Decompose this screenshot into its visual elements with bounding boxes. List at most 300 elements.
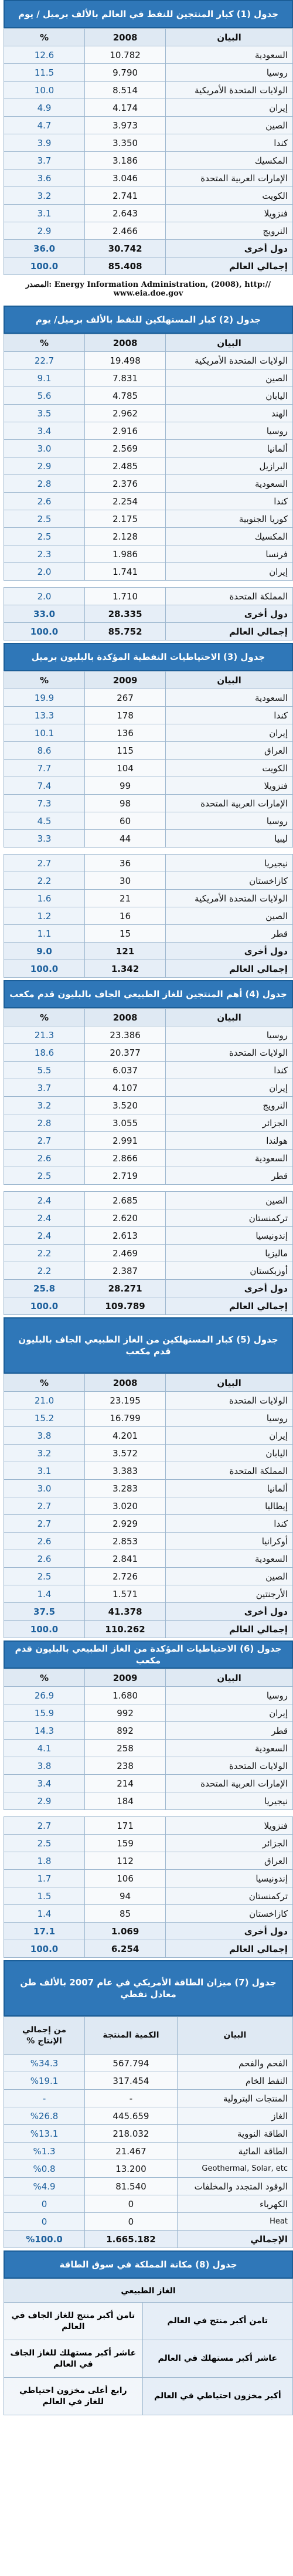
table-row — [4, 760, 293, 777]
row-label: الهند — [166, 405, 293, 422]
row-label: دول أخرى — [166, 1923, 293, 1940]
row-value: 3.055 — [85, 1114, 166, 1132]
row-percent: 3.0 — [4, 440, 85, 457]
table-row — [4, 1568, 293, 1585]
table-section-5 — [4, 1317, 293, 1638]
row-value: 258 — [85, 1740, 166, 1757]
table-row — [4, 510, 293, 528]
row-value: 136 — [85, 724, 166, 742]
row-percent: 3.1 — [4, 1462, 85, 1480]
source-note: المصدر: Energy Information Administration, (2008), http:// www.eia.doe.gov — [4, 275, 293, 303]
row-value: 121 — [85, 943, 166, 960]
row-percent: 1.5 — [4, 1887, 85, 1905]
row-percent: 37.5 — [4, 1603, 85, 1621]
row-percent: 3.3 — [4, 830, 85, 848]
row-label: إيران — [166, 563, 293, 581]
row-value: 2.991 — [85, 1132, 166, 1150]
row-value: 104 — [85, 760, 166, 777]
row-spacer — [4, 848, 293, 855]
table-row — [4, 2213, 293, 2231]
row-value: 9.790 — [85, 64, 166, 82]
table-row — [4, 2195, 293, 2213]
row-label: كندا — [166, 1062, 293, 1079]
table-row — [4, 1550, 293, 1568]
row-value: 2.726 — [85, 1568, 166, 1585]
table-row — [4, 46, 293, 64]
table-row — [4, 830, 293, 848]
table-row — [4, 2231, 293, 2248]
row-label: دول أخرى — [166, 943, 293, 960]
row-percent: 1.2 — [4, 907, 85, 925]
table-row — [4, 1887, 293, 1905]
row-label: فنزويلا — [166, 205, 293, 222]
row-value: 3.046 — [85, 170, 166, 187]
table-row — [4, 943, 293, 960]
row-label: الصين — [166, 1568, 293, 1585]
row-value: 1.986 — [85, 545, 166, 563]
table-row — [4, 855, 293, 872]
row-quantity: 81.540 — [85, 2178, 178, 2195]
row-label: الكويت — [166, 187, 293, 205]
data-table — [4, 671, 293, 978]
row-percent: 36.0 — [4, 240, 85, 257]
table-row — [4, 1097, 293, 1114]
row-value: 85 — [85, 1905, 166, 1923]
table-row — [4, 1280, 293, 1297]
row-value: 2.387 — [85, 1262, 166, 1280]
row-value: 4.174 — [85, 99, 166, 117]
table-row — [4, 475, 293, 493]
row-label: إجمالي العالم — [166, 1621, 293, 1638]
row-value: 60 — [85, 812, 166, 830]
row-percent: 7.3 — [4, 795, 85, 812]
row-value: 6.254 — [85, 1940, 166, 1958]
row-percent: %26.8 — [4, 2107, 85, 2125]
table-row — [4, 64, 293, 82]
row-label: الصين — [166, 907, 293, 925]
table-row — [4, 545, 293, 563]
column-header: 2009 — [85, 672, 166, 689]
table-title: جدول (1) كبار المنتجين للنفط في العالم بالألف برميل / يوم — [4, 0, 293, 28]
row-label: نيجيريا — [166, 855, 293, 872]
row-quantity: 0 — [85, 2213, 178, 2231]
row-percent: 1.1 — [4, 925, 85, 943]
table-row — [4, 257, 293, 275]
row-label: ليبيا — [166, 830, 293, 848]
row-value: 2.719 — [85, 1167, 166, 1185]
table-row — [4, 907, 293, 925]
row-value: 3.020 — [85, 1497, 166, 1515]
row-label: الولايات المتحدة — [166, 1757, 293, 1775]
row-label: الفحم والفحم — [177, 2055, 292, 2072]
column-header: البيان — [166, 1669, 293, 1687]
row-value: 2.466 — [85, 222, 166, 240]
row-label: الولايات المتحدة الأمريكية — [166, 352, 293, 370]
table-row — [4, 960, 293, 978]
row-percent: 2.5 — [4, 528, 85, 545]
row-label: المنتجات البترولية — [177, 2090, 292, 2107]
row-label: المملكة المتحدة — [166, 588, 293, 605]
row-percent: 11.5 — [4, 64, 85, 82]
row-value: 178 — [85, 707, 166, 724]
row-percent: 100.0 — [4, 257, 85, 275]
table-row — [4, 795, 293, 812]
table-row — [4, 2090, 293, 2107]
row-value: 3.572 — [85, 1445, 166, 1462]
row-label: كندا — [166, 1515, 293, 1533]
row-percent: 14.3 — [4, 1722, 85, 1740]
column-header: % — [4, 1009, 85, 1026]
row-value: 3.283 — [85, 1480, 166, 1497]
row-percent: 10.1 — [4, 724, 85, 742]
row-label: الإجمالي — [177, 2231, 292, 2248]
row-label: السعودية — [166, 475, 293, 493]
column-header: % — [4, 1669, 85, 1687]
table-title: جدول (8) مكانة المملكة في سوق الطاقة — [4, 2250, 293, 2279]
row-percent: 2.4 — [4, 1192, 85, 1209]
table-row — [4, 2107, 293, 2125]
row-percent: 100.0 — [4, 1297, 85, 1315]
row-value: 1.342 — [85, 960, 166, 978]
table-row — [4, 352, 293, 370]
row-percent: 3.2 — [4, 187, 85, 205]
table-row — [4, 2303, 293, 2340]
table-title: جدول (5) كبار المستهلكين من الغاز الطبيعي الجاف بالبليون قدم مكعب — [4, 1317, 293, 1374]
row-label: العراق — [166, 742, 293, 760]
row-percent: 5.5 — [4, 1062, 85, 1079]
row-percent: 10.0 — [4, 82, 85, 99]
row-value: 2.620 — [85, 1209, 166, 1227]
row-value: 112 — [85, 1852, 166, 1870]
column-header: 2008 — [85, 29, 166, 46]
table-row — [4, 493, 293, 510]
table-row — [4, 2143, 293, 2160]
table-row — [4, 422, 293, 440]
header-row — [4, 2017, 293, 2055]
row-label: الإمارات العربية المتحدة — [166, 795, 293, 812]
row-percent: 9.1 — [4, 370, 85, 387]
table-title: جدول (2) كبار المستهلكين للنفط بالألف برميل/ يوم — [4, 306, 293, 334]
row-percent: 19.9 — [4, 689, 85, 707]
column-header: البيان — [166, 1009, 293, 1026]
column-header: البيان — [177, 2017, 292, 2055]
row-label: اليابان — [166, 1445, 293, 1462]
header-row — [4, 1009, 293, 1026]
data-table — [4, 1008, 293, 1315]
spacer-cell — [4, 848, 293, 855]
table-row — [4, 99, 293, 117]
row-percent: 1.6 — [4, 890, 85, 907]
row-value: 2.685 — [85, 1192, 166, 1209]
table-row — [4, 2055, 293, 2072]
row-percent: %1.3 — [4, 2143, 85, 2160]
row-percent: 17.1 — [4, 1923, 85, 1940]
table-row — [4, 1392, 293, 1409]
row-percent: 2.9 — [4, 222, 85, 240]
column-header: البيان — [166, 1374, 293, 1392]
row-label: الإمارات العربية المتحدة — [166, 1775, 293, 1792]
column-header: 2009 — [85, 1669, 166, 1687]
row-value: 30.742 — [85, 240, 166, 257]
row-label: إيران — [166, 1427, 293, 1445]
data-table — [4, 1374, 293, 1638]
row-value: 2.128 — [85, 528, 166, 545]
table-row — [4, 1209, 293, 1227]
table-section-4 — [4, 980, 293, 1315]
table-row — [4, 134, 293, 152]
header-row — [4, 334, 293, 352]
table-row — [4, 405, 293, 422]
oil-position: أكبر مخزون احتياطي في العالم — [142, 2378, 292, 2415]
row-percent: 2.6 — [4, 1150, 85, 1167]
row-label: Heat — [177, 2213, 292, 2231]
oil-position: تامن أكبر منتج في العالم — [142, 2303, 292, 2340]
row-value: 115 — [85, 742, 166, 760]
row-value: 3.186 — [85, 152, 166, 170]
row-label: السعودية — [166, 1740, 293, 1757]
row-percent: 7.4 — [4, 777, 85, 795]
row-percent: 1.4 — [4, 1905, 85, 1923]
row-label: الكويت — [166, 760, 293, 777]
table-section-8 — [4, 2250, 293, 2415]
row-value: 7.831 — [85, 370, 166, 387]
table-row — [4, 1533, 293, 1550]
row-percent: 2.8 — [4, 1114, 85, 1132]
column-header: الكمية المنتجة — [85, 2017, 178, 2055]
table-row — [4, 82, 293, 99]
table-row — [4, 1940, 293, 1958]
table-row — [4, 170, 293, 187]
row-percent: 3.6 — [4, 170, 85, 187]
row-label: إيران — [166, 724, 293, 742]
table-row — [4, 117, 293, 134]
table-row — [4, 152, 293, 170]
table-row — [4, 2072, 293, 2090]
row-percent: 1.4 — [4, 1585, 85, 1603]
row-percent: 25.8 — [4, 1280, 85, 1297]
column-header: البيان — [166, 672, 293, 689]
row-quantity: - — [85, 2090, 178, 2107]
row-value: 1.069 — [85, 1923, 166, 1940]
row-label: العراق — [166, 1852, 293, 1870]
row-quantity: 1.665.182 — [85, 2231, 178, 2248]
row-percent: 22.7 — [4, 352, 85, 370]
row-percent: 2.7 — [4, 1132, 85, 1150]
row-label: الطاقة المائية — [177, 2143, 292, 2160]
table-row — [4, 742, 293, 760]
table-row — [4, 1905, 293, 1923]
row-label: ألمانيا — [166, 440, 293, 457]
row-value: 85.752 — [85, 623, 166, 640]
row-label: النرويج — [166, 222, 293, 240]
row-label: الغاز — [177, 2107, 292, 2125]
row-quantity: 21.467 — [85, 2143, 178, 2160]
table-row — [4, 605, 293, 623]
row-percent: 2.6 — [4, 1550, 85, 1568]
table-row — [4, 1621, 293, 1638]
row-percent: 2.5 — [4, 1835, 85, 1852]
row-label: تركمنستان — [166, 1887, 293, 1905]
row-percent: 2.2 — [4, 872, 85, 890]
gas-position: تامن أكبر منتج للغاز الجاف في العالم — [4, 2303, 143, 2340]
table-row — [4, 222, 293, 240]
table-title: جدول (4) أهم المنتجين للغاز الطبيعي الجاف بالبليون قدم مكعب — [4, 980, 293, 1008]
row-value: 159 — [85, 1835, 166, 1852]
row-label: إجمالي العالم — [166, 257, 293, 275]
row-value: 16 — [85, 907, 166, 925]
table-row — [4, 812, 293, 830]
row-label: المكسيك — [166, 528, 293, 545]
row-percent: 0 — [4, 2195, 85, 2213]
row-label: النرويج — [166, 1097, 293, 1114]
row-label: الجزائر — [166, 1835, 293, 1852]
row-label: روسيا — [166, 422, 293, 440]
table-section-6 — [4, 1640, 293, 1958]
row-value: 2.841 — [85, 1550, 166, 1568]
table-row — [4, 623, 293, 640]
row-percent: %4.9 — [4, 2178, 85, 2195]
table-row — [4, 872, 293, 890]
table-title: جدول (6) الاحتياطيات المؤكدة من الغاز الطبيعي بالبليون قدم مكعب — [4, 1640, 293, 1669]
row-percent: 33.0 — [4, 605, 85, 623]
row-percent: 2.6 — [4, 1533, 85, 1550]
row-value: 109.789 — [85, 1297, 166, 1315]
row-percent: 2.7 — [4, 1515, 85, 1533]
table-row — [4, 1245, 293, 1262]
row-label: فنزويلا — [166, 1817, 293, 1835]
row-percent: 2.9 — [4, 457, 85, 475]
table-row — [4, 1079, 293, 1097]
row-label: الأرجنتين — [166, 1585, 293, 1603]
table-row — [4, 563, 293, 581]
row-quantity: 13.200 — [85, 2160, 178, 2178]
row-value: 23.386 — [85, 1026, 166, 1044]
row-label: أوكرانيا — [166, 1533, 293, 1550]
row-value: 238 — [85, 1757, 166, 1775]
row-percent: 2.0 — [4, 563, 85, 581]
row-percent: 3.7 — [4, 152, 85, 170]
row-percent: %13.1 — [4, 2125, 85, 2143]
row-value: 15 — [85, 925, 166, 943]
row-value: 2.485 — [85, 457, 166, 475]
table-row — [4, 1515, 293, 1533]
row-label: الطاقة النووية — [177, 2125, 292, 2143]
row-quantity: 317.454 — [85, 2072, 178, 2090]
row-percent: 13.3 — [4, 707, 85, 724]
row-percent: 21.0 — [4, 1392, 85, 1409]
row-label: روسيا — [166, 64, 293, 82]
row-label: قطر — [166, 1167, 293, 1185]
row-value: 4.201 — [85, 1427, 166, 1445]
row-percent: 2.4 — [4, 1227, 85, 1245]
row-percent: 2.7 — [4, 1497, 85, 1515]
row-label: ألمانيا — [166, 1480, 293, 1497]
table-row — [4, 370, 293, 387]
row-value: 20.377 — [85, 1044, 166, 1062]
row-value: 892 — [85, 1722, 166, 1740]
column-header: % — [4, 1374, 85, 1392]
table-row — [4, 890, 293, 907]
table-row — [4, 1722, 293, 1740]
gas-position: رابع أعلى مخزون احتياطي للغاز في العالم — [4, 2378, 143, 2415]
row-label: نيجيريا — [166, 1792, 293, 1810]
row-percent: 2.8 — [4, 475, 85, 493]
row-percent: 15.2 — [4, 1409, 85, 1427]
row-value: 3.520 — [85, 1097, 166, 1114]
row-label: الولايات المتحدة الأمريكية — [166, 890, 293, 907]
table-row — [4, 1817, 293, 1835]
row-percent: 12.6 — [4, 46, 85, 64]
row-value: 99 — [85, 777, 166, 795]
row-percent: 4.1 — [4, 1740, 85, 1757]
table-section-3 — [4, 643, 293, 978]
column-header: 2008 — [85, 1374, 166, 1392]
row-value: 3.973 — [85, 117, 166, 134]
row-label: دول أخرى — [166, 1603, 293, 1621]
table-row — [4, 2378, 293, 2415]
row-percent: 1.8 — [4, 1852, 85, 1870]
table-row — [4, 1757, 293, 1775]
table-title: جدول (3) الاحتياطيات النفطية المؤكدة بالبليون برميل — [4, 643, 293, 671]
row-value: 8.514 — [85, 82, 166, 99]
row-label: الولايات المتحدة — [166, 1392, 293, 1409]
table-row — [4, 1297, 293, 1315]
row-percent: 2.7 — [4, 1817, 85, 1835]
row-label: إندونيسيا — [166, 1227, 293, 1245]
table-row — [4, 1192, 293, 1209]
row-label: روسيا — [166, 812, 293, 830]
header-row — [4, 1374, 293, 1392]
row-value: 2.929 — [85, 1515, 166, 1533]
row-label: اليابان — [166, 387, 293, 405]
row-value: 2.613 — [85, 1227, 166, 1245]
row-percent: 2.7 — [4, 855, 85, 872]
table-row — [4, 1835, 293, 1852]
row-value: 2.569 — [85, 440, 166, 457]
table-row — [4, 457, 293, 475]
column-header: البيان — [166, 29, 293, 46]
row-percent: 2.5 — [4, 1167, 85, 1185]
row-percent: %34.3 — [4, 2055, 85, 2072]
gas-position: عاشر أكبر مستهلك للغاز الجاف في العالم — [4, 2340, 143, 2378]
energy-balance-table — [4, 2016, 293, 2248]
row-quantity: 218.032 — [85, 2125, 178, 2143]
row-value: 98 — [85, 795, 166, 812]
row-value: 1.741 — [85, 563, 166, 581]
header-row — [4, 29, 293, 46]
data-table — [4, 28, 293, 275]
row-percent: 15.9 — [4, 1704, 85, 1722]
row-label: كندا — [166, 707, 293, 724]
column-header: 2008 — [85, 334, 166, 352]
row-value: 21 — [85, 890, 166, 907]
header-row — [4, 1669, 293, 1687]
row-percent: 3.4 — [4, 422, 85, 440]
row-spacer — [4, 1185, 293, 1192]
table-row — [4, 1227, 293, 1245]
row-percent: 3.4 — [4, 1775, 85, 1792]
row-percent: 4.5 — [4, 812, 85, 830]
row-label: البرازيل — [166, 457, 293, 475]
row-percent: 100.0 — [4, 960, 85, 978]
row-percent: 8.6 — [4, 742, 85, 760]
row-percent: 2.5 — [4, 1568, 85, 1585]
row-percent: 21.3 — [4, 1026, 85, 1044]
table-row — [4, 1409, 293, 1427]
table-row — [4, 1923, 293, 1940]
row-percent: 2.6 — [4, 493, 85, 510]
row-value: 184 — [85, 1792, 166, 1810]
